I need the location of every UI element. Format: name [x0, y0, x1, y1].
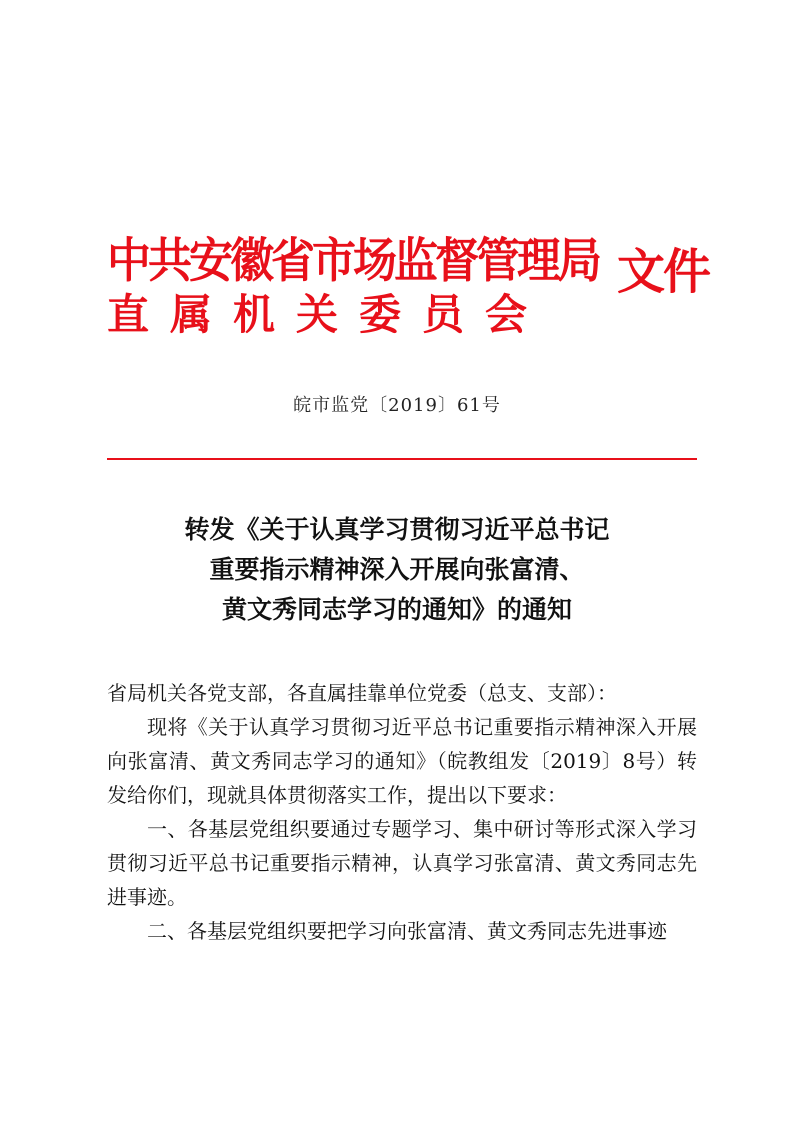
header-divider: [107, 458, 697, 460]
document-body: [107, 676, 697, 948]
document-number: 皖市监党〔2019〕61号: [293, 395, 501, 416]
document-type-label: 文件: [617, 244, 710, 300]
title-line-1: 转发《关于认真学习贯彻习近平总书记: [184, 515, 610, 544]
salutation: 省局机关各党支部，各直属挂靠单位党委（总支、支部）：: [107, 681, 617, 705]
issuing-organization-line-1: 中共安徽省市场监督管理局: [107, 233, 599, 289]
issuing-organization-line-2: 直属机关委员会: [107, 290, 549, 339]
title-line-2: 重要指示精神深入开展向张富清、: [209, 555, 585, 584]
body-paragraph: 现将《关于认真学习贯彻习近平总书记重要指示精神深入开展向张富清、黄文秀同志学习的通知》（皖教组发〔2019〕8号）转发给你们，现就具体贯彻落实工作，提出以下要求：: [107, 715, 697, 807]
document-header: [107, 233, 727, 348]
body-paragraph: 二、各基层党组织要把学习向张富清、黄文秀同志先进事迹: [147, 919, 667, 943]
title-line-3: 黄文秀同志学习的通知》的通知: [221, 595, 572, 624]
body-paragraph: 一、各基层党组织要通过专题学习、集中研讨等形式深入学习贯彻习近平总书记重要指示精神，认真学习张富清、黄文秀同志先进事迹。: [107, 817, 697, 909]
document-title: [0, 510, 794, 630]
